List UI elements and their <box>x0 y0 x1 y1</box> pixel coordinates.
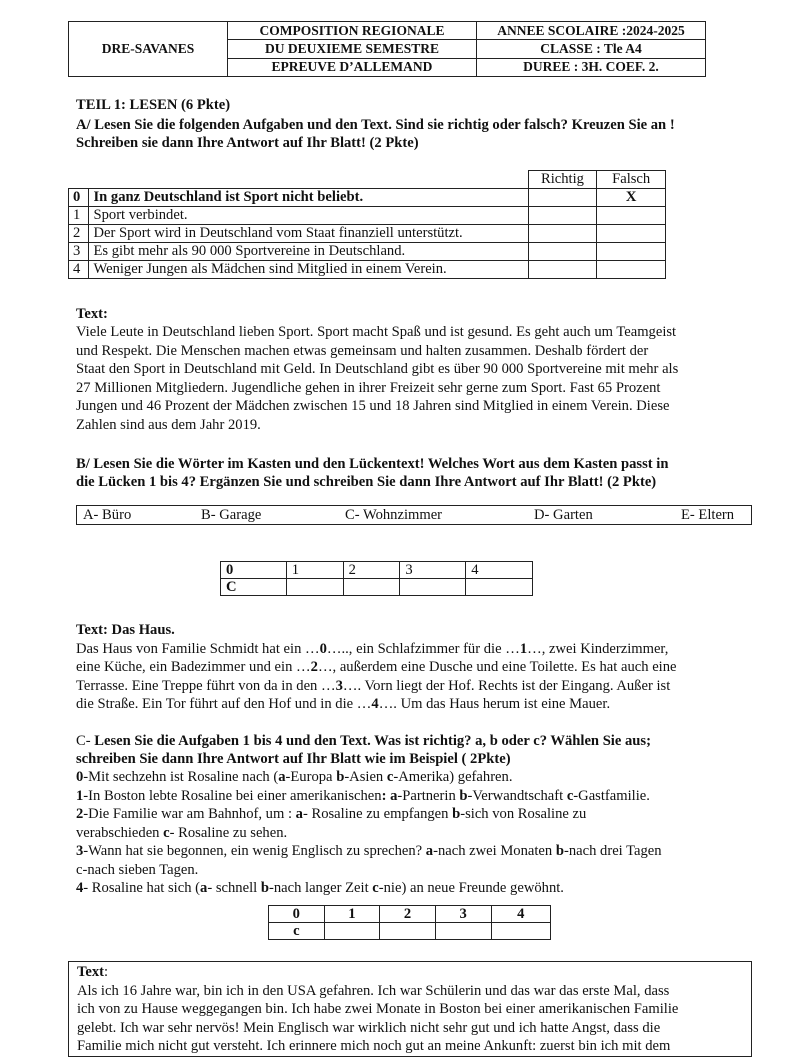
richtig-falsch-table <box>68 170 666 279</box>
c-question-line: 4- Rosaline hat sich (a- schnell b-nach langer Zeit c-nie) an neue Freunde gewöhnt. <box>76 880 564 896</box>
statement-text: Es gibt mehr als 90 000 Sportvereine in Deutschland. <box>89 243 528 261</box>
grid-answer[interactable] <box>466 579 533 596</box>
gap-number: 0 <box>319 640 327 657</box>
a-text-line: Viele Leute in Deutschland lieben Sport. Sport macht Spaß und ist gesund. Es geht auch um Teamgeist <box>76 324 677 340</box>
table-row <box>69 261 666 279</box>
b-instruction-line1: B/ Lesen Sie die Wörter im Kasten und den Lückentext! Welches Wort aus dem Kasten passt in <box>76 456 669 472</box>
statement-text: Der Sport wird in Deutschland vom Staat finanziell unterstützt. <box>89 225 528 243</box>
falsch-cell[interactable] <box>597 207 666 225</box>
a-text-label: Text: <box>76 306 108 322</box>
c-text-line: Familie mich nicht gut versteht. Ich erinnere mich noch gut an meine Ankunft: zuerst bin ich mit dem <box>77 1038 671 1054</box>
row-number: 4 <box>69 261 89 279</box>
grid-answer[interactable]: C <box>221 579 287 596</box>
falsch-cell[interactable] <box>597 261 666 279</box>
statement-text: Weniger Jungen als Mädchen sind Mitglied in einem Verein. <box>89 261 528 279</box>
table-row <box>69 207 666 225</box>
grid-answer[interactable] <box>343 579 400 596</box>
word-option: E- Eltern <box>681 507 735 523</box>
statement-text: Sport verbindet. <box>89 207 528 225</box>
b-text-line: Das Haus von Familie Schmidt hat ein …0….., ein Schlafzimmer für die …1…, zwei Kinderzimmer, <box>76 640 669 657</box>
gap-number: 2 <box>310 659 318 675</box>
grid-header: 4 <box>491 906 551 923</box>
grid-header: 0 <box>221 562 287 579</box>
gap-number: 3 <box>335 677 343 694</box>
falsch-cell[interactable] <box>597 243 666 261</box>
row-number: 2 <box>69 225 89 243</box>
c-text-line: Als ich 16 Jahre war, bin ich in den USA gefahren. Ich war Schülerin und das war das erste Mal, dass <box>77 982 670 999</box>
gap-number: 1 <box>519 640 528 657</box>
grid-answer[interactable] <box>380 923 436 940</box>
school-year: ANNEE SCOLAIRE :2024-2025 <box>477 22 706 40</box>
a-instruction-line1: A/ Lesen Sie die folgenden Aufgaben und den Text. Sind sie richtig oder falsch? Kreuzen Sie an ! <box>76 117 675 133</box>
c-question-line: 3-Wann hat sie begonnen, ein wenig Englisch zu sprechen? a-nach zwei Monaten b-nach drei Tagen <box>76 843 662 859</box>
a-text-line: Staat den Sport in Deutschland mit Geld. In Deutschland gibt es über 90 000 Sportvereine mit mehr als <box>76 361 679 377</box>
richtig-cell[interactable] <box>528 189 597 207</box>
row-number: 0 <box>69 189 89 207</box>
c-instruction-line2: schreiben Sie dann Ihre Antwort auf Ihr Blatt wie im Beispiel ( 2Pkte) <box>76 751 511 767</box>
c-answer-grid <box>268 905 551 940</box>
falsch-cell[interactable]: X <box>597 189 666 207</box>
grid-header: 0 <box>269 906 325 923</box>
grid-answer[interactable] <box>286 579 343 596</box>
falsch-header: Falsch <box>597 171 666 189</box>
a-text-line: Zahlen sind aus dem Jahr 2019. <box>76 416 261 433</box>
a-text-line: Jungen und 46 Prozent der Mädchen zwischen 15 und 18 Jahren sind Mitglied in einem Verein. Diese <box>76 398 670 414</box>
word-option: D- Garten <box>534 507 593 523</box>
grid-answer[interactable]: c <box>269 923 325 940</box>
composition-line2: DU DEUXIEME SEMESTRE <box>228 40 477 58</box>
richtig-cell[interactable] <box>528 225 597 243</box>
row-number: 3 <box>69 243 89 261</box>
grid-header: 3 <box>435 906 491 923</box>
region-cell: DRE-SAVANES <box>69 22 228 77</box>
c-question-line: c-nach sieben Tagen. <box>76 861 199 878</box>
row-number: 1 <box>69 207 89 225</box>
b-instruction-line2: die Lücken 1 bis 4? Ergänzen Sie und schreiben Sie dann Ihre Antwort auf Ihr Blatt! (2 Pkte) <box>76 474 657 490</box>
richtig-cell[interactable] <box>528 207 597 225</box>
richtig-cell[interactable] <box>528 243 597 261</box>
gap-number: 4 <box>371 696 379 712</box>
b-text-line: eine Küche, ein Badezimmer und ein …2…, außerdem eine Dusche und eine Toilette. Es hat auch eine <box>76 659 677 675</box>
grid-header: 4 <box>466 562 533 579</box>
word-box <box>76 505 752 525</box>
table-row <box>69 189 666 207</box>
composition-line1: COMPOSITION REGIONALE <box>228 22 477 40</box>
grid-header: 1 <box>286 562 343 579</box>
b-answer-grid <box>220 561 533 596</box>
grid-header: 2 <box>343 562 400 579</box>
c-text-box <box>68 961 752 1057</box>
header-table <box>68 21 706 77</box>
c-text-label: Text: <box>77 964 109 980</box>
class-cell: CLASSE : Tle A4 <box>477 40 706 58</box>
c-text-line: ich von zu Hause weggegangen bin. Ich habe zwei Monate in Boston bei einer amerikanischen Familie <box>77 1001 679 1017</box>
grid-answer[interactable] <box>324 923 380 940</box>
c-question-line: 0-Mit sechzehn ist Rosaline nach (a-Europa b-Asien c-Amerika) gefahren. <box>76 769 513 785</box>
word-option: B- Garage <box>201 507 262 523</box>
grid-header: 2 <box>380 906 436 923</box>
grid-answer[interactable] <box>400 579 466 596</box>
c-question-line: 2-Die Familie war am Bahnhof, um : a- Rosaline zu empfangen b-sich von Rosaline zu <box>76 806 587 822</box>
richtig-header: Richtig <box>528 171 597 189</box>
b-text-line: die Straße. Ein Tor führt auf den Hof und in die …4…. Um das Haus herum ist eine Mauer. <box>76 696 611 712</box>
word-option: A- Büro <box>83 507 132 523</box>
teil1-title: TEIL 1: LESEN (6 Pkte) <box>76 97 231 113</box>
duration-cell: DUREE : 3H. COEF. 2. <box>477 58 706 76</box>
richtig-cell[interactable] <box>528 261 597 279</box>
table-row <box>69 225 666 243</box>
c-text-line: gelebt. Ich war sehr nervös! Mein Englisch war wirklich nicht sehr gut und ich hatte Angst, dass die <box>77 1019 661 1036</box>
grid-answer[interactable] <box>491 923 551 940</box>
grid-answer[interactable] <box>435 923 491 940</box>
word-option: C- Wohnzimmer <box>345 507 443 523</box>
grid-header: 1 <box>324 906 380 923</box>
c-question-line: 1-In Boston lebte Rosaline bei einer amerikanischen: a-Partnerin b-Verwandtschaft c-Gastfamilie. <box>76 787 650 804</box>
grid-header: 3 <box>400 562 466 579</box>
a-text-line: 27 Millionen Mitgliedern. Jugendliche gehen in ihrer Freizeit sehr gerne zum Sport. Fast 65 Prozent <box>76 379 661 396</box>
statement-text: In ganz Deutschland ist Sport nicht beliebt. <box>89 189 528 207</box>
a-instruction-line2: Schreiben sie dann Ihre Antwort auf Ihr Blatt! (2 Pkte) <box>76 135 419 151</box>
table-row <box>69 243 666 261</box>
b-text-title: Text: Das Haus. <box>76 622 175 638</box>
c-question-line: verabschieden c- Rosaline zu sehen. <box>76 824 288 841</box>
a-text-line: und Respekt. Die Menschen machen etwas gemeinsam und halten zusammen. Deshalb fördert der <box>76 342 649 359</box>
epreuve-cell: EPREUVE D’ALLEMAND <box>228 58 477 76</box>
falsch-cell[interactable] <box>597 225 666 243</box>
c-instruction-line1: C- Lesen Sie die Aufgaben 1 bis 4 und den Text. Was ist richtig? a, b oder c? Wählen Sie aus; <box>76 733 651 749</box>
b-text-line: Terrasse. Eine Treppe führt von da in den …3…. Vorn liegt der Hof. Rechts ist der Eingang. Außer ist <box>76 677 671 694</box>
